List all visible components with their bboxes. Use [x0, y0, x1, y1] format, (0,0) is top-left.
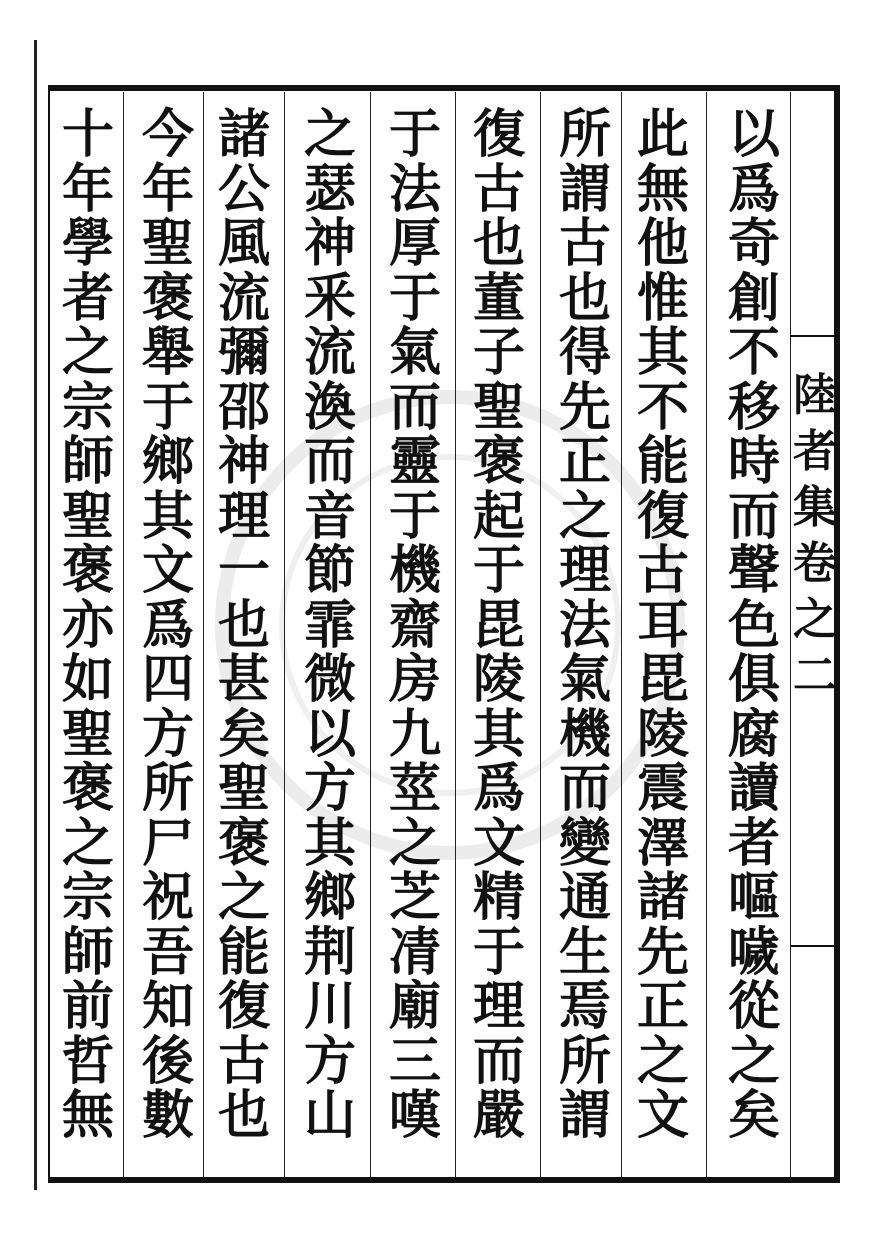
glyph: 不	[636, 376, 689, 438]
glyph: 震	[636, 758, 689, 819]
glyph: 宗	[61, 867, 114, 928]
glyph: 齋	[388, 594, 441, 656]
glyph: 法	[388, 158, 441, 220]
glyph: 知	[141, 976, 194, 1037]
glyph: 所	[141, 758, 194, 819]
glyph: 師	[61, 431, 114, 492]
glyph: 惟	[636, 267, 689, 329]
column-divider	[706, 92, 707, 1177]
glyph: 莖	[388, 758, 441, 819]
glyph: 俱	[727, 649, 780, 710]
glyph: 房	[388, 649, 441, 710]
glyph: 之	[727, 1030, 780, 1092]
glyph: 能	[217, 921, 270, 983]
glyph: 風	[217, 213, 270, 274]
banner-char: 卷	[793, 538, 837, 589]
glyph: 十	[61, 104, 114, 165]
glyph: 之	[636, 1030, 689, 1092]
banner-rule	[790, 945, 840, 947]
glyph: 宗	[61, 376, 114, 438]
glyph: 聖	[61, 485, 114, 547]
glyph: 甚	[217, 649, 270, 710]
glyph: 復	[636, 485, 689, 547]
glyph: 聖	[61, 703, 114, 765]
glyph: 聲	[727, 540, 780, 601]
glyph: 其	[303, 812, 356, 874]
glyph: 聖	[472, 376, 525, 438]
glyph: 讀	[727, 758, 780, 819]
glyph: 而	[303, 431, 356, 492]
glyph: 微	[303, 649, 356, 710]
glyph: 鄉	[303, 867, 356, 928]
glyph: 凊	[388, 921, 441, 983]
glyph: 機	[558, 703, 611, 765]
column-divider	[284, 92, 285, 1177]
glyph: 所	[558, 1030, 611, 1092]
glyph: 變	[558, 812, 611, 874]
glyph: 聖	[141, 213, 194, 274]
text-column	[627, 104, 699, 1146]
text-column	[718, 104, 790, 1146]
glyph: 諸	[636, 867, 689, 928]
glyph: 亦	[61, 594, 114, 656]
glyph: 奇	[727, 213, 780, 274]
glyph: 師	[61, 921, 114, 983]
glyph: 古	[558, 213, 611, 274]
glyph: 于	[388, 267, 441, 329]
glyph: 其	[636, 322, 689, 383]
glyph: 四	[141, 649, 194, 710]
glyph: 而	[727, 485, 780, 547]
glyph: 時	[727, 431, 780, 492]
glyph: 九	[388, 703, 441, 765]
glyph: 廟	[388, 976, 441, 1037]
glyph: 于	[388, 104, 441, 165]
glyph: 文	[472, 812, 525, 874]
glyph: 嘆	[388, 1085, 441, 1146]
banner-char: 之	[793, 594, 837, 645]
glyph: 正	[636, 976, 689, 1037]
glyph: 腐	[727, 703, 780, 765]
glyph: 通	[558, 867, 611, 928]
glyph: 不	[727, 322, 780, 383]
glyph: 三	[388, 1030, 441, 1092]
glyph: 數	[141, 1085, 194, 1146]
glyph: 生	[558, 921, 611, 983]
glyph: 而	[472, 1030, 525, 1092]
glyph: 邵	[217, 376, 270, 438]
glyph: 褒	[472, 431, 525, 492]
glyph: 彌	[217, 322, 270, 383]
glyph: 噦	[727, 921, 780, 983]
text-column	[463, 104, 535, 1146]
glyph: 從	[727, 976, 780, 1037]
glyph: 方	[141, 703, 194, 765]
column-divider	[370, 92, 371, 1177]
glyph: 而	[558, 758, 611, 819]
column-divider	[455, 92, 456, 1177]
glyph: 能	[636, 431, 689, 492]
glyph: 荆	[303, 921, 356, 983]
glyph: 焉	[558, 976, 611, 1037]
glyph: 一	[217, 540, 270, 601]
text-column	[52, 104, 124, 1146]
glyph: 前	[61, 976, 114, 1037]
glyph: 祝	[141, 867, 194, 928]
glyph: 流	[303, 322, 356, 383]
glyph: 于	[141, 376, 194, 438]
glyph: 董	[472, 267, 525, 329]
glyph: 古	[217, 1030, 270, 1092]
glyph: 吾	[141, 921, 194, 983]
text-column	[132, 104, 204, 1146]
glyph: 于	[472, 540, 525, 601]
glyph: 理	[558, 540, 611, 601]
glyph: 法	[558, 594, 611, 656]
glyph: 也	[217, 1085, 270, 1146]
glyph: 起	[472, 485, 525, 547]
glyph: 此	[636, 104, 689, 165]
glyph: 理	[472, 976, 525, 1037]
glyph: 學	[61, 213, 114, 274]
glyph: 矣	[727, 1085, 780, 1146]
glyph: 霏	[303, 594, 356, 656]
glyph: 後	[141, 1030, 194, 1092]
glyph: 之	[217, 867, 270, 928]
glyph: 氣	[558, 649, 611, 710]
glyph: 得	[558, 322, 611, 383]
glyph: 之	[61, 812, 114, 874]
glyph: 以	[303, 703, 356, 765]
glyph: 神	[217, 431, 270, 492]
glyph: 他	[636, 213, 689, 274]
glyph: 流	[217, 267, 270, 329]
column-divider	[540, 92, 541, 1177]
glyph: 澤	[636, 812, 689, 874]
glyph: 而	[388, 376, 441, 438]
glyph: 嚴	[472, 1085, 525, 1146]
text-column	[294, 104, 366, 1146]
glyph: 復	[217, 976, 270, 1037]
glyph: 謂	[558, 1085, 611, 1146]
glyph: 鄉	[141, 431, 194, 492]
glyph: 年	[61, 158, 114, 220]
glyph: 如	[61, 649, 114, 710]
glyph: 以	[727, 104, 780, 165]
glyph: 之	[558, 485, 611, 547]
glyph: 褒	[141, 267, 194, 329]
glyph: 神	[303, 213, 356, 274]
glyph: 芝	[388, 867, 441, 928]
glyph: 音	[303, 485, 356, 547]
banner-char: 者	[793, 426, 837, 477]
banner-char: 陸	[793, 370, 837, 421]
banner-rule	[790, 335, 840, 337]
glyph: 爲	[141, 594, 194, 656]
glyph: 先	[558, 376, 611, 438]
banner-title	[792, 368, 838, 704]
glyph: 聖	[217, 758, 270, 819]
glyph: 氣	[388, 322, 441, 383]
glyph: 文	[636, 1085, 689, 1146]
glyph: 之	[388, 812, 441, 874]
glyph: 尸	[141, 812, 194, 874]
glyph: 移	[727, 376, 780, 438]
glyph: 方	[303, 758, 356, 819]
glyph: 厚	[388, 213, 441, 274]
glyph: 渙	[303, 376, 356, 438]
glyph: 機	[388, 540, 441, 601]
glyph: 文	[141, 540, 194, 601]
glyph: 今	[141, 104, 194, 165]
glyph: 無	[636, 158, 689, 220]
glyph: 精	[472, 867, 525, 928]
glyph: 毘	[636, 649, 689, 710]
glyph: 正	[558, 431, 611, 492]
glyph: 釆	[303, 267, 356, 329]
glyph: 于	[388, 485, 441, 547]
text-column	[379, 104, 451, 1146]
glyph: 也	[558, 267, 611, 329]
glyph: 靈	[388, 431, 441, 492]
glyph: 者	[727, 812, 780, 874]
glyph: 毘	[472, 594, 525, 656]
glyph: 于	[472, 921, 525, 983]
glyph: 矣	[217, 703, 270, 765]
glyph: 所	[558, 104, 611, 165]
glyph: 哲	[61, 1030, 114, 1092]
glyph: 創	[727, 267, 780, 329]
glyph: 無	[61, 1085, 114, 1146]
glyph: 舉	[141, 322, 194, 383]
glyph: 褒	[61, 758, 114, 819]
glyph: 褒	[61, 540, 114, 601]
glyph: 古	[472, 158, 525, 220]
glyph: 褒	[217, 812, 270, 874]
banner-char: 二	[793, 650, 837, 701]
glyph: 爲	[727, 158, 780, 220]
glyph: 耳	[636, 594, 689, 656]
glyph: 諸	[217, 104, 270, 165]
banner-char: 集	[793, 482, 837, 533]
glyph: 瑟	[303, 158, 356, 220]
glyph: 先	[636, 921, 689, 983]
text-column	[208, 104, 280, 1146]
text-column	[549, 104, 621, 1146]
glyph: 也	[217, 594, 270, 656]
glyph: 爲	[472, 758, 525, 819]
glyph: 之	[61, 322, 114, 383]
glyph: 理	[217, 485, 270, 547]
glyph: 復	[472, 104, 525, 165]
glyph: 子	[472, 322, 525, 383]
glyph: 年	[141, 158, 194, 220]
glyph: 方	[303, 1030, 356, 1092]
glyph: 公	[217, 158, 270, 220]
glyph: 其	[472, 703, 525, 765]
glyph: 陵	[472, 649, 525, 710]
glyph: 古	[636, 540, 689, 601]
glyph: 謂	[558, 158, 611, 220]
glyph: 也	[472, 213, 525, 274]
glyph: 嘔	[727, 867, 780, 928]
glyph: 節	[303, 540, 356, 601]
glyph: 色	[727, 594, 780, 656]
left-margin-rule	[34, 40, 37, 1190]
glyph: 之	[303, 104, 356, 165]
column-divider	[621, 92, 622, 1177]
glyph: 陵	[636, 703, 689, 765]
glyph: 山	[303, 1085, 356, 1146]
glyph: 其	[141, 485, 194, 547]
glyph: 者	[61, 267, 114, 329]
glyph: 川	[303, 976, 356, 1037]
